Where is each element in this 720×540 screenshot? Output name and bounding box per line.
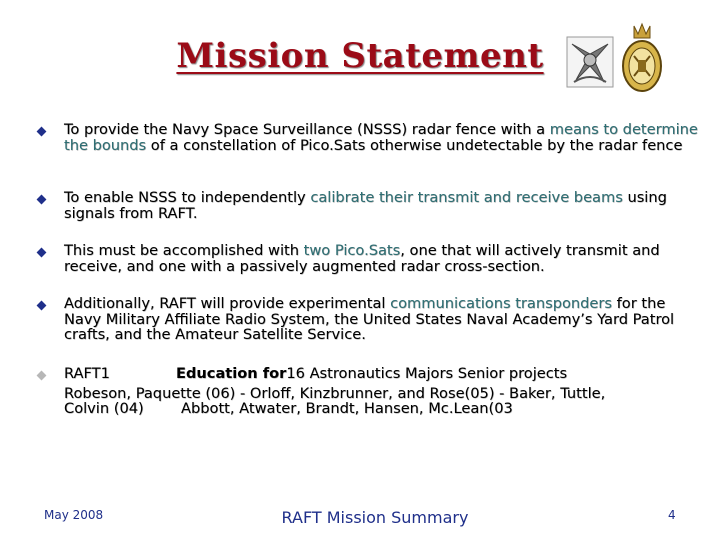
bullet-line	[64, 366, 700, 382]
bullet-text	[64, 366, 700, 417]
bullet-text-part: Additionally, RAFT will provide experimental	[64, 295, 391, 312]
bullet-highlight: communications transponders	[390, 295, 612, 312]
bullet-diamond-icon	[37, 371, 47, 381]
names-04: Colvin (04)	[64, 400, 144, 417]
bullet-highlight: two Pico.Sats	[303, 242, 401, 259]
page-number: 4	[668, 508, 676, 522]
bullet-text-part: To provide the Navy Space Surveillance (NSSS) radar fence with a	[64, 121, 550, 138]
footer-date: May 2008	[44, 508, 104, 522]
education-label: Education for	[176, 365, 287, 382]
bullet-text	[64, 296, 700, 343]
bullet-diamond-icon	[37, 195, 47, 205]
names-03: Abbott, Atwater, Brandt, Hansen, Mc.Lean(03	[181, 400, 513, 417]
bullet-text-part: for the Navy Military Affiliate Radio System, the United States Naval Academy’s Yard Patrol crafts, and the Amateur Satellite Service.	[64, 295, 675, 343]
bullet-highlight: means to determine the bounds	[64, 121, 698, 154]
bullet-line	[64, 401, 700, 417]
bullet-text-part: using signals from RAFT.	[64, 189, 667, 222]
bullet-text-part: of a constellation of Pico.Sats otherwise undetectable by the radar fence	[146, 136, 683, 154]
bullet-line: Robeson, Paquette (06) - Orloff, Kinzbrunner, and Rose(05) - Baker, Tuttle,	[64, 384, 606, 402]
bullet-text-part: , one that will actively transmit and receive, and one with a passively augmented radar cross-section.	[64, 242, 660, 275]
bullet-text	[64, 122, 700, 153]
bullet-text-part: To enable NSSS to independently	[64, 189, 311, 206]
footer-title: RAFT Mission Summary	[281, 508, 469, 527]
raft1-label: RAFT1	[64, 365, 110, 382]
bullet-text	[64, 190, 700, 221]
bullet-highlight: calibrate their transmit and receive beams	[310, 189, 623, 206]
bullet-diamond-icon	[37, 248, 47, 258]
bullet-text	[64, 243, 700, 274]
bullet-diamond-icon	[37, 301, 47, 311]
bullet-diamond-icon	[37, 127, 47, 137]
slide-title: Mission Statement	[176, 36, 544, 76]
bullet-text-part: This must be accomplished with	[64, 242, 304, 259]
education-detail: 16 Astronautics Majors Senior projects	[286, 365, 568, 382]
